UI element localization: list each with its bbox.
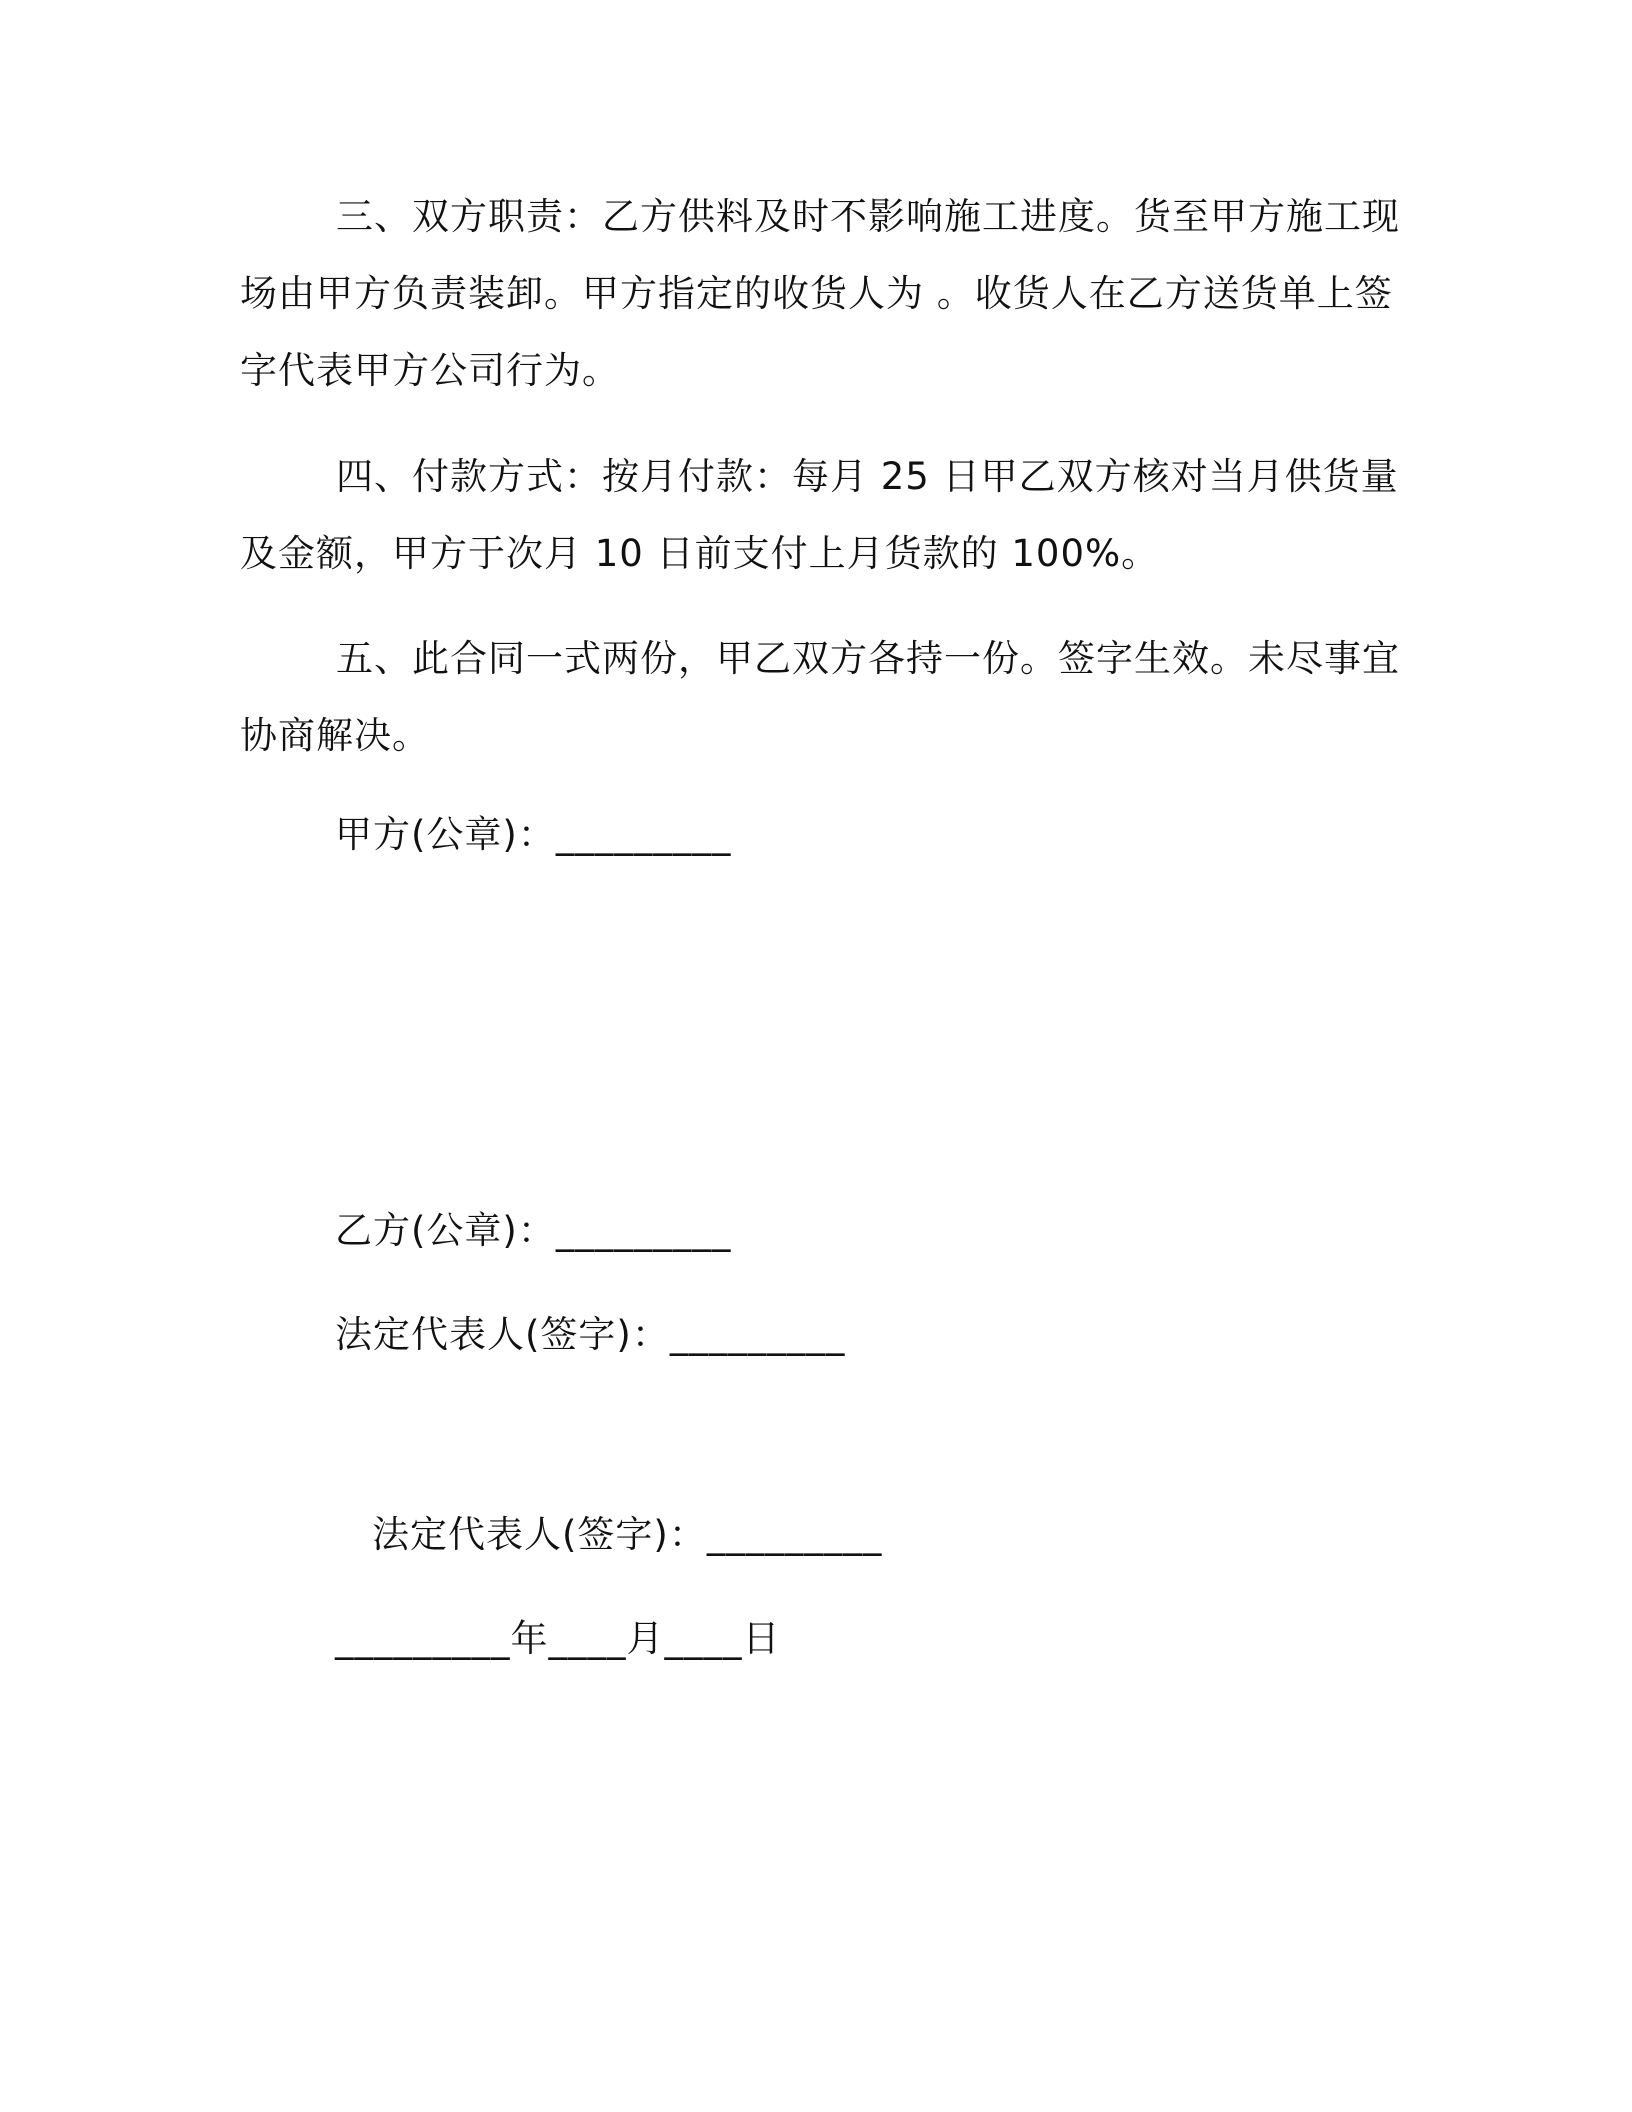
- party-b-seal-line: 乙方(公章)：_________: [335, 1209, 732, 1252]
- legal-representative-signature-line: 法定代表人(签字)：_________: [335, 1313, 846, 1356]
- clause-5-copies: 五、此合同一式两份，甲乙双方各持一份。签字生效。未尽事宜协商解决。: [240, 637, 1400, 757]
- party-a-seal-line: 甲方(公章)：_________: [335, 813, 732, 856]
- legal-representative-signature-line-2: 法定代表人(签字)：_________: [372, 1513, 883, 1556]
- date-line: _________年____月____日: [335, 1617, 781, 1660]
- clause-3-responsibilities: 三、双方职责：乙方供料及时不影响施工进度。货至甲方施工现场由甲方负责装卸。甲方指定的收货人为 。收货人在乙方送货单上签字代表甲方公司行为。: [240, 195, 1400, 392]
- clause-4-payment: 四、付款方式：按月付款：每月 25 日甲乙双方核对当月供货量及金额，甲方于次月 10 日前支付上月货款的 100%。: [240, 455, 1399, 575]
